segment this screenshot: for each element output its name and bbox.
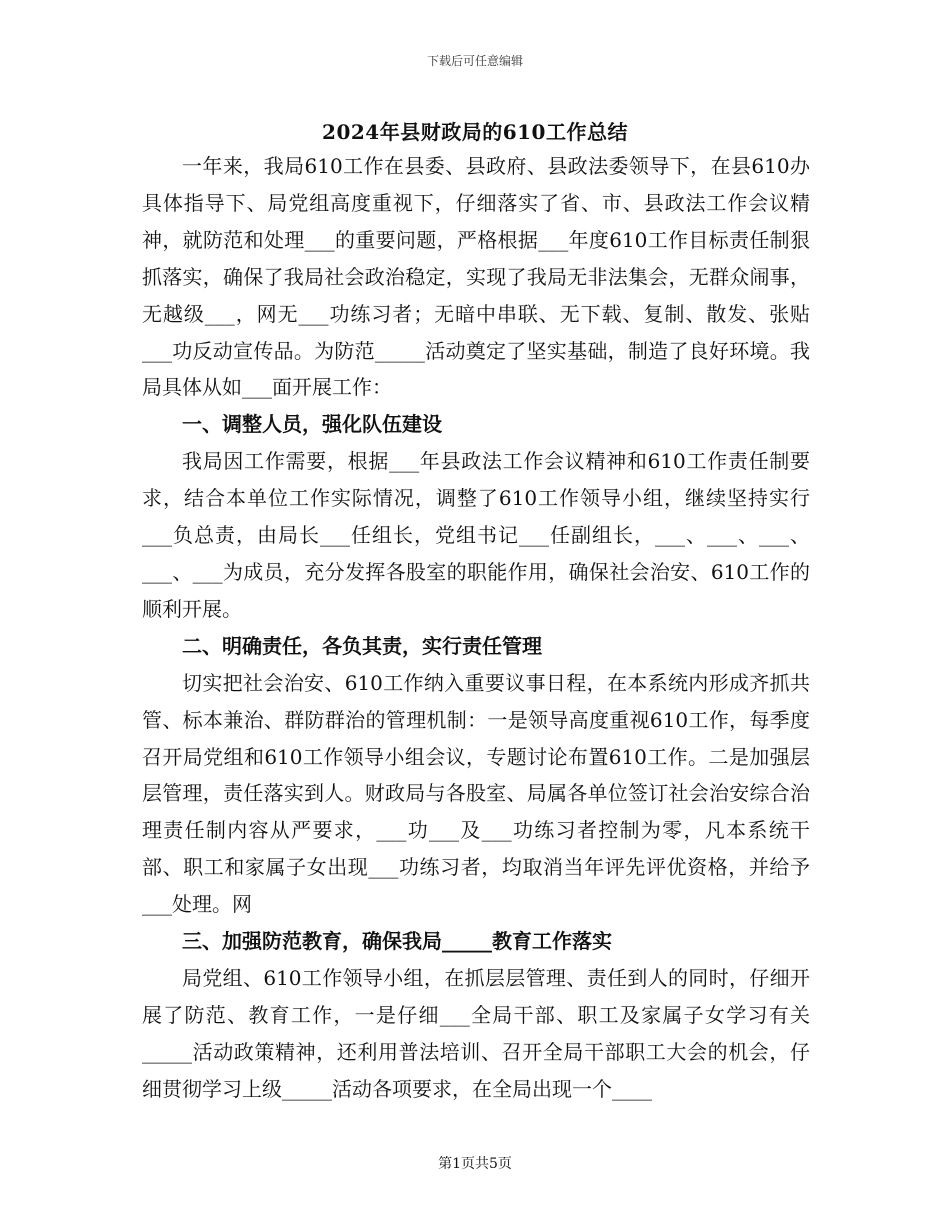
section-2-paragraph: 切实把社会治安、610工作纳入重要议事日程，在本系统内形成齐抓共管、标本兼治、群防群治的管理机制：一是领导高度重视610工作，每季度召开局党组和610工作领导小组会议，专题讨论布置610工作。二是加强层层管理，责任落实到人。财政局与各股室、局属各单位签订社会治安综合治理责任制内容从严要求，___功___及___功练习者控制为零，凡本系统干部、职工和家属子女出现___功练习者，均取消当年评先评优资格，并给予___处理。网: [142, 670, 810, 917]
section-1-paragraph: 我局因工作需要，根据___年县政法工作会议精神和610工作责任制要求，结合本单位工作实际情况，调整了610工作领导小组，继续坚持实行___负总责，由局长___任组长，党组书记___任副组长，___、___、___、___、___为成员，充分发挥各股室的职能作用，确保社会治安、610工作的顺利开展。: [142, 449, 810, 621]
page-number-footer: 第1页共5页: [438, 1156, 512, 1172]
section-heading-3: 三、加强防范教育，确保我局_____教育工作落实: [182, 929, 612, 954]
section-heading-1: 一、调整人员，强化队伍建设: [182, 412, 442, 437]
section-3-paragraph: 局党组、610工作领导小组，在抓层层管理、责任到人的同时，仔细开展了防范、教育工作，一是仔细___全局干部、职工及家属子女学习有关_____活动政策精神，还利用普法培训、召开全局干部职工大会的机会，仔细贯彻学习上级_____活动各项要求，在全局出现一个____: [142, 965, 810, 1101]
intro-paragraph: 一年来，我局610工作在县委、县政府、县政法委领导下，在县610办具体指导下、局党组高度重视下，仔细落实了省、市、县政法工作会议精神，就防范和处理___的重要问题，严格根据___年度610工作目标责任制狠抓落实，确保了我局社会政治稳定，实现了我局无非法集会，无群众闹事，无越级___，网无___功练习者；无暗中串联、无下载、复制、散发、张贴___功反动宣传品。为防范_____活动奠定了坚实基础，制造了良好环境。我局具体从如___面开展工作：: [142, 154, 810, 400]
document-body: [142, 148, 810, 1108]
section-heading-2: 二、明确责任，各负其责，实行责任管理: [182, 633, 542, 658]
page-header-note: 下载后可任意编辑: [426, 54, 523, 68]
document-title: 2024年县财政局的610工作总结: [322, 120, 628, 144]
